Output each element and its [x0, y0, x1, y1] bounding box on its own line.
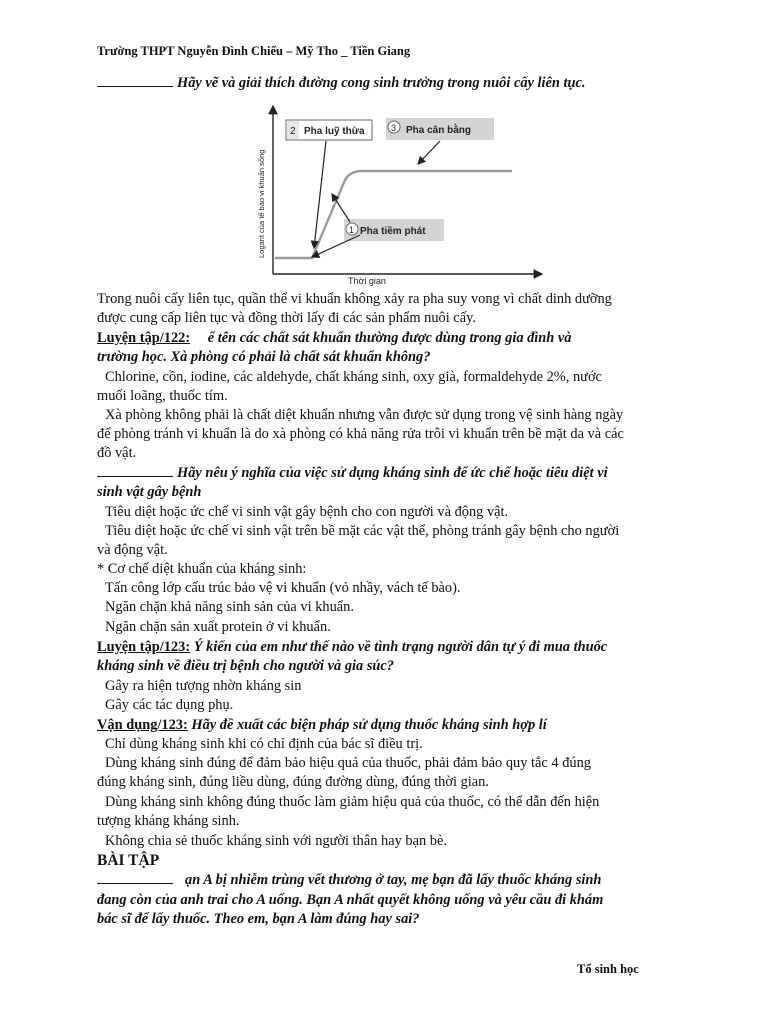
x-axis-label: Thời gian	[348, 276, 386, 286]
answer-line: và động vật.	[97, 542, 168, 558]
growth-curve-diagram	[240, 98, 550, 288]
svg-text:Pha luỹ thừa: Pha luỹ thừa	[304, 126, 365, 137]
question-3-text: Hãy nêu ý nghĩa của việc sử dụng kháng sinh để ức chế hoặc tiêu diệt vi	[177, 465, 608, 481]
apply-123-heading	[97, 716, 697, 736]
answer-line: Tiêu diệt hoặc ức chế vi sinh vật gây bệnh cho con người và động vật.	[105, 504, 509, 520]
phase-3-label	[386, 118, 494, 140]
answer-line: Không chia sẻ thuốc kháng sinh với người thân hay bạn bè.	[105, 833, 447, 849]
answer-line: Ngăn chặn khả năng sinh sản của vi khuẩn.	[105, 599, 354, 615]
exercise-text-cont: bác sĩ để lấy thuốc. Theo em, bạn A làm đúng hay sai?	[97, 911, 420, 927]
answer-line: đồ vật.	[97, 445, 137, 461]
paragraph-line: được cung cấp liên tục và đồng thời lấy đi các sản phẩm nuôi cấy.	[97, 310, 476, 326]
answer-blank	[97, 871, 173, 884]
answer-line: để phòng tránh vi khuẩn là do xà phòng có khả năng rửa trôi vi khuẩn trên bề mặt da và các	[97, 426, 624, 442]
apply-123-label: Vận dụng/123:	[97, 717, 188, 733]
answer-line: Tiêu diệt hoặc ức chế vi sinh vật trên bề mặt các vật thể, phòng tránh gây bệnh cho người	[105, 523, 620, 539]
answer-line: tượng kháng kháng sinh.	[97, 813, 240, 829]
practice-122-label: Luyện tập/122:	[97, 330, 191, 346]
paragraph-line: Trong nuôi cấy liên tục, quần thể vi khuẩn không xảy ra pha suy vong vì chất dinh dưỡng	[97, 291, 612, 307]
answer-line: Dùng kháng sinh không đúng thuốc làm giảm hiệu quả của thuốc, có thể dẫn đến hiện	[105, 794, 600, 810]
question-3-cont: sinh vật gây bệnh	[97, 484, 202, 500]
question-1	[97, 74, 697, 94]
practice-122-question-cont: trường học. Xà phòng có phải là chất sát khuẩn không?	[97, 349, 431, 365]
answer-blank	[97, 464, 173, 477]
practice-123-label: Luyện tập/123:	[97, 639, 191, 655]
answer-line: Tấn công lớp cấu trúc bảo vệ vi khuẩn (vỏ nhầy, vách tế bào).	[105, 580, 461, 596]
svg-text:1: 1	[349, 225, 355, 235]
answer-line: Gây ra hiện tượng nhờn kháng sin	[105, 678, 302, 694]
exercise-title: BÀI TẬP	[97, 852, 160, 869]
answer-line: Dùng kháng sinh đúng để đảm bảo hiệu quả của thuốc, phải đảm bảo quy tắc 4 đúng	[105, 755, 591, 771]
question-3	[97, 464, 697, 484]
exercise-text-cont: đang còn của anh trai cho A uống. Bạn A nhất quyết không uống và yêu cầu đi khám	[97, 892, 604, 908]
answer-line: Chỉ dùng kháng sinh khi có chỉ định của bác sĩ điều trị.	[105, 736, 423, 752]
practice-122-heading	[97, 329, 697, 349]
answer-line: Gây các tác dụng phụ.	[105, 697, 234, 713]
school-header: Trường THPT Nguyễn Đình Chiểu – Mỹ Tho _ Tiền Giang	[97, 44, 411, 58]
answer-line: đúng kháng sinh, đúng liều dùng, đúng đường dùng, đúng thời gian.	[97, 774, 489, 790]
answer-blank	[97, 74, 173, 87]
answer-line: * Cơ chế diệt khuẩn của kháng sinh:	[97, 561, 307, 577]
phase-2-label	[286, 120, 372, 140]
practice-123-question: Ý kiến của em như thế nào về tình trạng người dân tự ý đi mua thuốc	[193, 639, 608, 655]
exercise-question	[97, 871, 697, 891]
question-1-text: Hãy vẽ và giải thích đường cong sinh trưởng trong nuôi cấy liên tục.	[177, 75, 586, 91]
answer-line: Xà phòng không phải là chất diệt khuẩn nhưng vẫn được sử dụng trong vệ sinh hàng ngày	[105, 407, 624, 423]
phase-1-label	[344, 219, 444, 241]
svg-text:2: 2	[290, 126, 296, 137]
practice-123-heading	[97, 638, 697, 658]
practice-123-question-cont: kháng sinh về điều trị bệnh cho người và gia súc?	[97, 658, 395, 674]
answer-line: muối loãng, thuốc tím.	[97, 388, 228, 404]
svg-text:Pha cân bằng: Pha cân bằng	[406, 125, 472, 136]
y-axis-label: Logarit của tế bào vi khuẩn sống	[257, 149, 266, 258]
answer-line: Chlorine, cồn, iodine, các aldehyde, chất kháng sinh, oxy già, formaldehyde 2%, nước	[105, 369, 602, 385]
svg-text:Pha tiềm phát: Pha tiềm phát	[360, 226, 426, 237]
apply-123-question: Hãy đề xuất các biện pháp sử dụng thuốc kháng sinh hợp lí	[191, 717, 547, 733]
svg-text:3: 3	[391, 123, 397, 133]
exercise-text: ạn A bị nhiễm trùng vết thương ở tay, mẹ bạn đã lấy thuốc kháng sinh	[185, 872, 602, 888]
answer-line: Ngăn chặn sản xuất protein ở vi khuẩn.	[105, 619, 331, 635]
practice-122-question: ể tên các chất sát khuẩn thường được dùng trong gia đình và	[207, 330, 572, 346]
footer-signature: Tổ sinh học	[577, 962, 639, 976]
